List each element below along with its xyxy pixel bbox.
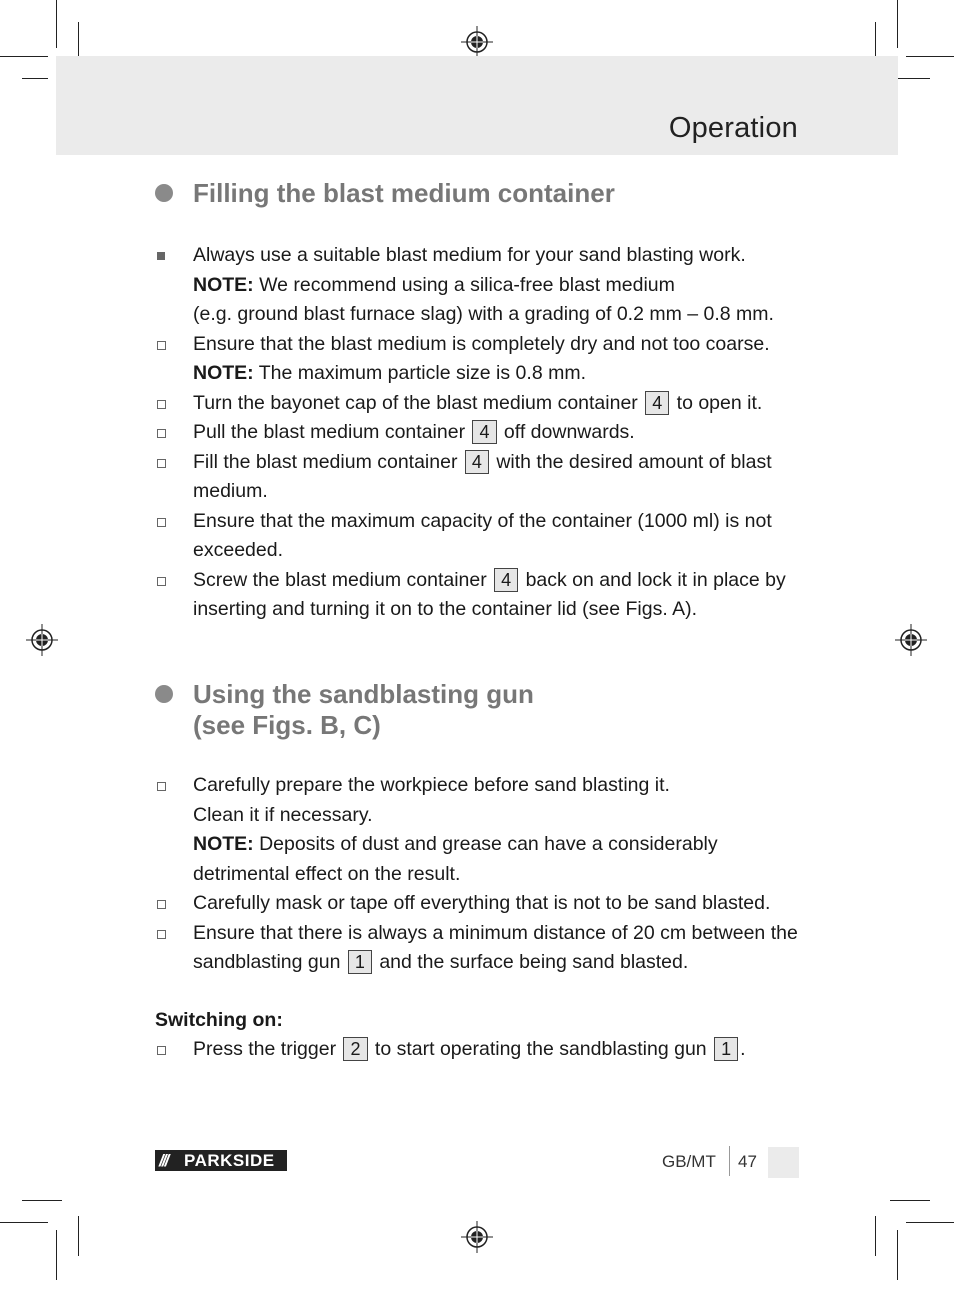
instruction-list — [155, 241, 815, 625]
part-reference: 4 — [494, 568, 518, 592]
item-text: We recommend using a silica-free blast medium — [253, 273, 675, 296]
list-item — [155, 241, 815, 330]
item-text: back on and lock it in place by inserting and turning it on to the container lid (see Figs. A). — [193, 568, 786, 620]
crop-mark — [890, 1200, 930, 1201]
crop-mark — [0, 56, 48, 57]
part-reference: 4 — [645, 391, 669, 415]
subheading-switching-on: Switching on: — [155, 1008, 283, 1031]
item-text: The maximum particle size is 0.8 mm. — [253, 362, 586, 384]
item-text: . — [740, 1038, 746, 1060]
filled-circle-icon — [155, 184, 173, 202]
page-title: Operation — [668, 112, 798, 144]
item-text: Fill the blast medium container — [193, 450, 458, 473]
item-text: with the desired amount of blast medium. — [193, 450, 772, 502]
item-text: Ensure that there is always a minimum distance of 20 cm between the sandblasting gun — [193, 921, 798, 973]
logo-stripes: /// — [159, 1151, 168, 1170]
item-text: Carefully mask or tape off everything that is not to be sand blasted. — [193, 892, 771, 914]
crop-mark — [22, 78, 48, 79]
item-text: Ensure that the maximum capacity of the container (1000 ml) is not exceeded. — [193, 509, 772, 561]
item-text: Always use a suitable blast medium for your sand blasting work. — [193, 244, 746, 266]
crop-mark — [22, 1200, 62, 1201]
section-heading — [155, 178, 815, 209]
crop-mark — [0, 1222, 48, 1223]
list-item — [155, 448, 815, 507]
list-item — [155, 889, 815, 919]
list-item — [155, 566, 815, 625]
crop-mark — [897, 1230, 898, 1280]
crop-mark — [875, 1216, 876, 1256]
item-text: (e.g. ground blast furnace slag) with a grading of 0.2 mm – 0.8 mm. — [193, 303, 774, 325]
crosshair-registration-icon — [26, 624, 58, 656]
section-filling — [155, 178, 815, 625]
item-text: Ensure that the blast medium is completely dry and not too coarse. — [193, 332, 770, 355]
item-text: Deposits of dust and grease can have a considerably detrimental effect on the result. — [193, 833, 718, 885]
logo-brand-text: PARKSIDE — [184, 1151, 275, 1170]
item-text: off downwards. — [503, 421, 635, 443]
crop-mark — [897, 0, 898, 48]
crosshair-registration-icon — [895, 624, 927, 656]
crop-mark — [906, 1222, 954, 1223]
item-text: Screw the blast medium container — [193, 568, 487, 591]
item-text: to start operating the sandblasting gun — [374, 1038, 707, 1060]
instruction-list — [155, 1035, 815, 1065]
section-heading-text: Using the sandblasting gun — [193, 679, 534, 709]
list-item — [155, 507, 815, 566]
language-code: GB/MT — [662, 1152, 716, 1171]
part-reference: 1 — [348, 950, 372, 974]
note-label: NOTE: — [193, 273, 254, 296]
instruction-list — [155, 771, 815, 978]
crop-mark — [906, 56, 954, 57]
list-item — [155, 1035, 815, 1065]
crop-mark — [56, 1230, 57, 1280]
crosshair-registration-icon — [461, 1221, 493, 1253]
brand-logo — [155, 1150, 287, 1171]
note-label: NOTE: — [193, 362, 254, 384]
crop-mark — [56, 0, 57, 48]
page-number: 47 — [738, 1152, 757, 1171]
filled-circle-icon — [155, 685, 173, 703]
item-text: Pull the blast medium container — [193, 421, 466, 443]
list-item — [155, 389, 815, 419]
item-text: Press the trigger — [193, 1038, 337, 1060]
part-reference: 2 — [343, 1037, 367, 1061]
part-reference: 4 — [472, 420, 496, 444]
part-reference: 4 — [465, 450, 489, 474]
crosshair-registration-icon — [461, 26, 493, 58]
crop-mark — [78, 1216, 79, 1256]
item-text: and the surface being sand blasted. — [379, 951, 689, 973]
note-label: NOTE: — [193, 833, 254, 855]
list-item — [155, 771, 815, 889]
section-heading-text: (see Figs. B, C) — [193, 710, 381, 740]
item-text: Turn the bayonet cap of the blast medium container — [193, 391, 638, 414]
list-item — [155, 919, 815, 978]
list-item — [155, 418, 815, 448]
item-text: to open it. — [676, 391, 763, 414]
section-using-gun — [155, 679, 815, 1065]
item-text: Clean it if necessary. — [193, 803, 373, 826]
part-reference: 1 — [714, 1037, 738, 1061]
section-heading — [155, 679, 815, 741]
section-heading-text: Filling the blast medium container — [193, 178, 615, 208]
list-item — [155, 330, 815, 389]
item-text: Carefully prepare the workpiece before sand blasting it. — [193, 774, 670, 796]
footer-divider — [729, 1146, 730, 1176]
footer-tab-box — [768, 1147, 799, 1178]
